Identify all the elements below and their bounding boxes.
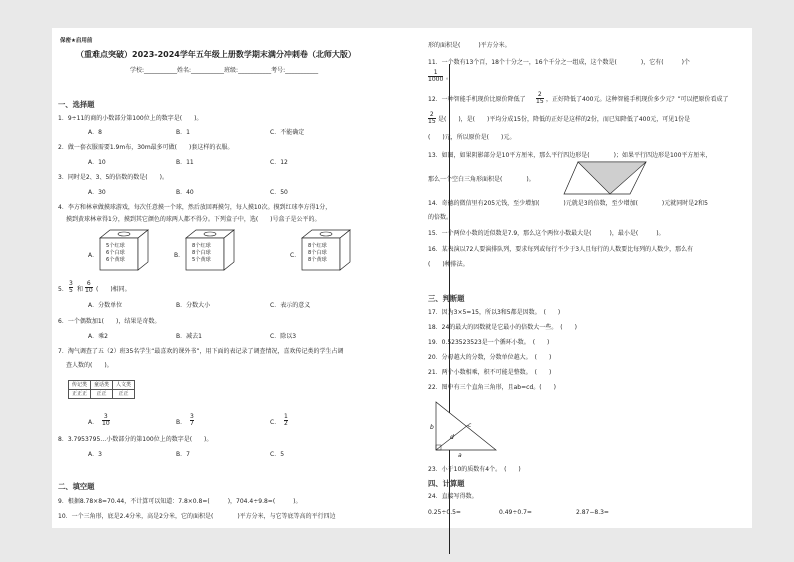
q11-fraction — [428, 70, 443, 83]
q7c-num: 1 — [284, 413, 288, 420]
q5-fraction-2 — [85, 281, 93, 294]
q7-option-b[interactable]: B． — [176, 419, 187, 426]
q6-option-b[interactable]: B．减去1 — [176, 333, 202, 340]
parallelogram-figure — [562, 160, 648, 196]
q7-text-line1: 7．淘气调查了五（2）班35名学生“最喜欢的课外书”，用下面的表记录了调查情况，喜欢传记类的学生占调 — [58, 348, 344, 355]
q1-option-c[interactable]: C．不能确定 — [270, 129, 305, 136]
q12-frac1-num: 2 — [537, 91, 542, 98]
section1-title: 一、选择题 — [58, 100, 95, 109]
triangle-label-a: a — [458, 452, 462, 459]
q12-text-part1: 12．一种智能手机现价比原价降低了 — [428, 96, 526, 103]
q6-text: 6．一个偶数加1( )，结果是奇数。 — [58, 318, 161, 325]
triangle-label-b: b — [430, 424, 434, 431]
q4-option-c[interactable]: C． — [290, 252, 301, 259]
q11-end: 。 — [446, 74, 453, 81]
page-title: （重难点突破）2023-2024学年五年级上册数学期末满分冲刺卷（北师大版） — [76, 50, 356, 59]
q7a-num: 3 — [103, 413, 108, 420]
q16-text: 16．某表演以72人要演排队列，要求每列或每行不少于3人且每行的人数要比每列的人数少，那么有 — [428, 246, 694, 253]
triangle-label-d: d — [450, 434, 454, 441]
q4-option-b[interactable]: B． — [174, 252, 185, 259]
q2-text: 2．做一套衣服需要1.9m布，30m最多可做( )套这样的衣服。 — [58, 144, 234, 151]
q12-text-part4: ( )元，所以原价是( )元。 — [428, 134, 516, 141]
q11-frac-num: 1 — [428, 70, 443, 77]
q7-option-a[interactable]: A． — [88, 419, 99, 426]
q1-text: 1．9÷11的商的小数部分第100位上的数字是( )。 — [58, 115, 203, 122]
box-a-line3: 6个黄球 — [106, 257, 125, 263]
q12-frac2-den: 15 — [428, 118, 436, 125]
q4-text-line2: 摸到黄球林章得1分，摸到其它颜色的球两人都不得分。下列盒子中，选( )号盒子是公平的。 — [66, 216, 321, 223]
q5-option-b[interactable]: B．分数大小 — [176, 302, 211, 309]
q18-text: 18．24的最大的因数就是它最小的倍数大一些。 ( ) — [428, 324, 577, 331]
q7c-den: 2 — [284, 420, 288, 427]
q12-text-part3: 是( )，是( )平均分成15份，降低的正好是这样的2份，而已知降低了400元，可见1份是 — [438, 116, 691, 123]
q5-frac2-num: 6 — [86, 280, 91, 287]
q19-text: 19．0.523523523是一个循环小数。 ( ) — [428, 339, 550, 346]
q8-option-a[interactable]: A．3 — [88, 451, 102, 458]
q7-option-b-fraction — [190, 414, 194, 427]
q5-label: 5． — [58, 286, 68, 293]
q7-option-c-fraction — [284, 414, 288, 427]
q7a-den: 10 — [102, 420, 110, 427]
q17-text: 17．因为3×5=15，所以3和5都是因数。 ( ) — [428, 309, 561, 316]
q11-frac-den: 1000 — [428, 76, 444, 83]
q8-option-b[interactable]: B．7 — [176, 451, 190, 458]
section4-title: 四、计算题 — [428, 479, 465, 488]
q2-option-a[interactable]: A．10 — [88, 159, 106, 166]
box-c-line2: 8个白球 — [308, 250, 327, 256]
section2-title: 二、填空题 — [58, 482, 95, 491]
calc-3: 2.87−8.3= — [576, 509, 609, 516]
q7b-num: 3 — [190, 413, 194, 420]
secret-label: 保密★启用前 — [60, 38, 93, 44]
q3-text: 3．同时是2、3、5的倍数的数是( )。 — [58, 174, 168, 181]
box-b-line3: 5个黄球 — [192, 257, 211, 263]
q21-text: 21．两个小数相乘，积不可能是整数。 ( ) — [428, 369, 552, 376]
q2-option-c[interactable]: C．12 — [270, 159, 288, 166]
q13-text: 13．如图，如果阴影部分是10平方厘米，那么平行四边形是( )；如果平行四边形是100平方厘米， — [428, 152, 712, 159]
q4-text-line1: 4．李方和林章做摸球游戏，每次任意摸一个球，然后放回再摸匀，每人摸10次。摸到红球李方得1分， — [58, 204, 332, 211]
q20-text: 20．分母越大的分数，分数单位越大。 ( ) — [428, 354, 552, 361]
q12-frac2-num: 2 — [429, 111, 434, 118]
box-a-line2: 6个白球 — [106, 250, 125, 256]
q5-frac2-den: 10 — [85, 287, 93, 294]
q5-fraction-1 — [69, 281, 73, 294]
q7-tally-table — [68, 380, 135, 399]
box-b-line2: 8个白球 — [192, 250, 211, 256]
q6-option-c[interactable]: C．除以3 — [270, 333, 297, 340]
q12-text-part2: ，正好降低了400元。这种智能手机现价多少元？”可以把原价看成了 — [546, 96, 729, 103]
right-triangle-figure — [428, 398, 500, 458]
q7-header-3: 人文类 — [113, 381, 135, 390]
q12-frac1-den: 15 — [536, 98, 544, 105]
q24-text: 24．直接写得数。 — [428, 493, 478, 500]
q10-text: 10．一个三角形，底是2.4分米，高是2分米，它的面积是( )平方分米，与它等底等高的平行四边 — [58, 513, 336, 520]
q6-option-a[interactable]: A．乘2 — [88, 333, 108, 340]
q7b-den: 7 — [190, 420, 194, 427]
q7-cell-3: 正正 — [113, 390, 135, 399]
q12-fraction-2 — [428, 112, 436, 125]
exam-sheet — [52, 28, 752, 528]
q7-text-line2: 查人数的( )。 — [66, 362, 113, 369]
q10-text-continued: 形的面积是( )平方分米。 — [428, 42, 511, 49]
q2-option-b[interactable]: B．11 — [176, 159, 194, 166]
q1-option-a[interactable]: A．8 — [88, 129, 102, 136]
triangle-label-c: c — [468, 422, 472, 429]
q7-option-c[interactable]: C． — [270, 419, 281, 426]
q5-option-c[interactable]: C．表示的意义 — [270, 302, 311, 309]
q8-option-c[interactable]: C．5 — [270, 451, 285, 458]
q5-frac1-den: 5 — [69, 287, 73, 294]
q16-text-continued: ( )种排法。 — [428, 261, 469, 268]
q7-option-a-fraction — [102, 414, 110, 427]
q13-text-continued: 那么一个空白三角形面积是( )。 — [428, 176, 535, 183]
q3-option-b[interactable]: B．40 — [176, 189, 194, 196]
q4-option-a[interactable]: A． — [88, 252, 99, 259]
q23-text: 23．小于10的质数有4个。 ( ) — [428, 466, 521, 473]
box-c-line1: 8个红球 — [308, 243, 327, 249]
section3-title: 三、判断题 — [428, 294, 465, 303]
q5-text: ( )相同。 — [96, 286, 131, 293]
q12-fraction-1 — [536, 92, 544, 105]
calc-2: 0.49÷0.7= — [499, 509, 532, 516]
calc-1: 0.25÷0.5= — [428, 509, 461, 516]
q3-option-a[interactable]: A．30 — [88, 189, 106, 196]
q7-cell-1: 正正正 — [69, 390, 91, 399]
q22-text: 22．图中有三个直角三角形，且ab=cd。( ) — [428, 384, 556, 391]
q5-and: 和 — [77, 286, 84, 293]
q15-text: 15．一个两位小数的近似数是7.9，那么这个两位小数最大是( )，最小是( )。 — [428, 230, 665, 237]
q7-header-2: 童话类 — [91, 381, 113, 390]
box-c-line3: 8个黄球 — [308, 257, 327, 263]
box-a-line1: 5个红球 — [106, 243, 125, 249]
q7-cell-2: 正正 — [91, 390, 113, 399]
q11-text: 11．一个数有13个百，18个十分之一，16个千分之一组成，这个数是( )，它有( )个 — [428, 59, 690, 66]
q8-text: 8．3.7953795…小数部分的第100位上的数字是( )。 — [58, 436, 213, 443]
q14-text: 14．奇德的微信里有205元钱，至少增加( )元就是3的倍数，至少增加( )元就同时是2和5 — [428, 200, 708, 207]
q9-text: 9．根据8.78×8=70.44，不计算可以知道：7.8×0.8=( )，704.4÷9.8=( )。 — [58, 498, 302, 505]
q14-text-continued: 的倍数。 — [428, 214, 453, 221]
box-b-line1: 8个红球 — [192, 243, 211, 249]
q1-option-b[interactable]: B．1 — [176, 129, 190, 136]
student-info: 学校:___________姓名:___________班级:___________考号:___________ — [130, 67, 319, 74]
q5-option-a[interactable]: A．分数单位 — [88, 302, 123, 309]
q7-header-1: 传记类 — [69, 381, 91, 390]
q3-option-c[interactable]: C．50 — [270, 189, 288, 196]
q5-frac1-num: 3 — [69, 280, 73, 287]
